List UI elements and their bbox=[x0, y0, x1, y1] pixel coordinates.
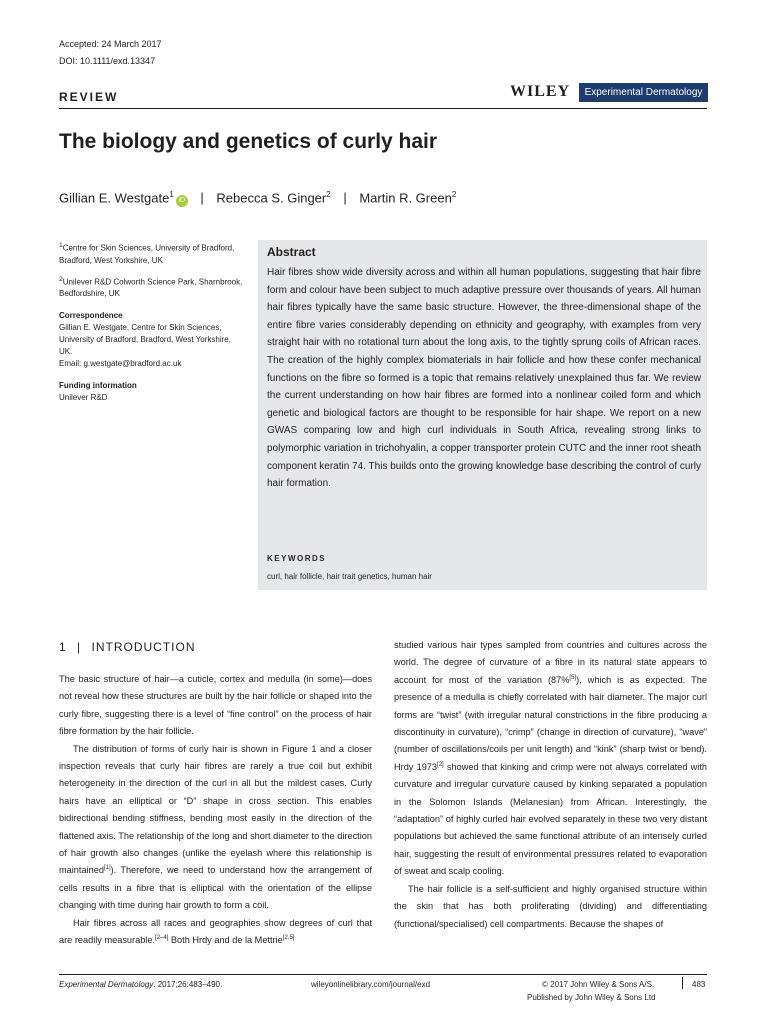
paragraph bbox=[59, 741, 372, 915]
section-separator: | bbox=[77, 640, 82, 654]
paragraph-text: The distribution of forms of curly hair is shown in Figure 1 and a closer inspection reveals that curly hair fibres are rarely a true coil but exhibit heterogeneity in the direction of the curl in all but the mildest cases. Curly hairs have an elliptical or “D” shape in cross section. This enables bidirectional bending stiffness, bending most easily in the direction of the flattened axis. The relationship of the long and short diameter to the direction of hair growth also changes (unlike the eyelash where this relationship is maintained bbox=[59, 743, 372, 876]
paragraph-text: ). Therefore, we need to understand how the arrangement of cells results in a fibre that is elliptical with the orientation of the ellipse changing with time during hair growth to form a coil. bbox=[59, 865, 372, 911]
doi[interactable]: DOI: 10.1111/exd.13347 bbox=[59, 56, 156, 66]
paragraph bbox=[394, 637, 707, 881]
page-number: 483 bbox=[692, 980, 706, 989]
correspondence-text: Gillian E. Westgate, Centre for Skin Sciences, University of Bradford, Bradford, West Yorkshire, UK. bbox=[59, 323, 231, 357]
keywords-list: curl, hair follicle, hair trait genetics, human hair bbox=[267, 572, 432, 581]
orcid-icon[interactable]: iD bbox=[176, 195, 188, 207]
correspondence bbox=[59, 310, 245, 370]
paragraph: The basic structure of hair—a cuticle, cortex and medulla (in some)—does not reveal how these structures are built by the hair follicle or shaped into the curly fibre, suggesting there is a level of “fine control” on the process of hair fibre formation by the hair follicle. bbox=[59, 674, 372, 737]
section-number: 1 bbox=[59, 640, 67, 654]
footer-divider bbox=[59, 974, 707, 975]
citation-ref[interactable]: [1] bbox=[103, 865, 111, 872]
header-divider bbox=[59, 108, 707, 109]
author-affiliation-marker: 2 bbox=[451, 190, 457, 199]
publisher-logo: WILEY bbox=[510, 83, 571, 100]
paragraph bbox=[59, 915, 372, 950]
affiliation-text: Unilever R&D Colworth Science Park, Sharnbrook, Bedfordshire, UK bbox=[59, 277, 243, 299]
paragraph-text: studied various hair types sampled from countries and cultures across the world. The degree of curvature of a fibre in its natural state appears to account for most of the variation (87% bbox=[394, 640, 707, 685]
journal-badge: Experimental Dermatology bbox=[579, 83, 708, 102]
affiliation-text: Centre for Skin Sciences, University of Bradford, Bradford, West Yorkshire, UK bbox=[59, 243, 235, 265]
affiliation bbox=[59, 240, 245, 267]
correspondence-heading: Correspondence bbox=[59, 311, 123, 321]
article-info-sidebar bbox=[59, 240, 245, 411]
article-type: REVIEW bbox=[59, 90, 119, 104]
citation-ref[interactable]: [2–4] bbox=[155, 935, 169, 942]
paragraph: The hair follicle is a self-sufficient and highly organised structure within the skin that has both proliferating (dividing) and differentiating (functional/specialised) cell compartments. Because the shapes of bbox=[394, 883, 707, 929]
abstract-text: Hair fibres show wide diversity across and within all human populations, suggesting that hair fibre form and colour have been subject to much adaptive pressure over thousands of years. All human hair fibres typically have the same basic structure. However, the three-dimensional shape of the entire fibre varies considerably depending on ethnicity and geography, with examples from very straight hair with no rotational turn about the long axis, to the tightly sprung coils of African races. The creation of the highly complex biomaterials in hair follicle and how these confer mechanical functions on the fibre so formed is a topic that remains relatively unexplained thus far. We review the current understanding on how hair fibres are formed into a nonlinear coiled form and which genetic and biological factors are thought to be responsible for hair shape. We report on a new GWAS comparing low and high curl individuals in South Africa, revealing strong links to polymorphic variation in trichohyalin, a copper transporter protein CUTC and the inner root sheath component keratin 74. This builds onto the growing knowledge base describing the control of curly hair formation. bbox=[267, 267, 701, 490]
affiliation-marker: 1 bbox=[59, 242, 63, 249]
section-title: INTRODUCTION bbox=[91, 640, 196, 654]
affiliation bbox=[59, 274, 245, 301]
section-heading bbox=[59, 640, 196, 654]
funding-text: Unilever R&D bbox=[59, 393, 108, 403]
funding bbox=[59, 380, 245, 404]
abstract-heading: Abstract bbox=[267, 245, 316, 259]
footer-url[interactable]: wileyonlinelibrary.com/journal/exd bbox=[311, 980, 431, 989]
author-name[interactable]: Martin R. Green bbox=[359, 190, 452, 206]
body-column-left bbox=[59, 671, 372, 950]
paragraph-text: Both Hrdy and de la Mettrie bbox=[168, 935, 283, 946]
keywords-heading: KEYWORDS bbox=[267, 554, 327, 563]
paragraph-text: ), which is as expected. The presence of a medulla is chiefly correlated with hair diameter. The major curl forms are “twist” (with irregular natural constrictions in the fibre producing a discontinuity in curvature), “crimp” (change in direction of curvature), “wave” (number of oscillations/coils per unit length) and “kink” (sharp twist or bend). Hrdy 1973 bbox=[394, 674, 708, 772]
citation-ref[interactable]: [2] bbox=[437, 761, 444, 768]
affiliation-marker: 2 bbox=[59, 275, 63, 283]
body-column-right bbox=[394, 637, 707, 933]
author-name[interactable]: Rebecca S. Ginger bbox=[216, 190, 327, 206]
footer-separator bbox=[682, 977, 683, 989]
author-separator: | bbox=[343, 190, 347, 206]
article-title: The biology and genetics of curly hair bbox=[59, 130, 438, 153]
citation-ref[interactable]: [2,5] bbox=[282, 935, 295, 942]
funding-heading: Funding information bbox=[59, 381, 137, 391]
footer-publisher: Published by John Wiley & Sons Ltd bbox=[527, 993, 656, 1002]
footer-citation bbox=[59, 980, 222, 989]
author-affiliation-marker: 1 bbox=[169, 190, 174, 199]
author-affiliation-marker: 2 bbox=[326, 190, 331, 199]
footer-copyright: © 2017 John Wiley & Sons A/S. bbox=[542, 980, 655, 989]
footer-volume: . 2017;26:483–490. bbox=[153, 980, 223, 989]
citation-ref[interactable]: [5] bbox=[569, 674, 577, 681]
author-separator: | bbox=[200, 190, 204, 206]
accepted-date: Accepted: 24 March 2017 bbox=[59, 39, 162, 49]
author-name[interactable]: Gillian E. Westgate bbox=[59, 190, 170, 206]
paragraph-text: Hair fibres across all races and geographies show degrees of curl that are readily measurable. bbox=[59, 917, 372, 946]
correspondence-email[interactable]: Email: g.westgate@bradford.ac.uk bbox=[59, 359, 182, 369]
author-list bbox=[59, 186, 456, 207]
footer-journal-name: Experimental Dermatology bbox=[59, 980, 154, 989]
paragraph-text: showed that kinking and crimp were not always correlated with curvature and irregular curvature caused by kinking separated a population in the Solomon Islands (Melanesian) from African. Interestingly, the “adaptation” of highly curled hair evolved separately in these two very distant populations but achieved the same functional attribute of an intensely curled hair, suggesting the result of environmental pressures related to evaporation of sweat and scalp cooling. bbox=[394, 761, 707, 877]
